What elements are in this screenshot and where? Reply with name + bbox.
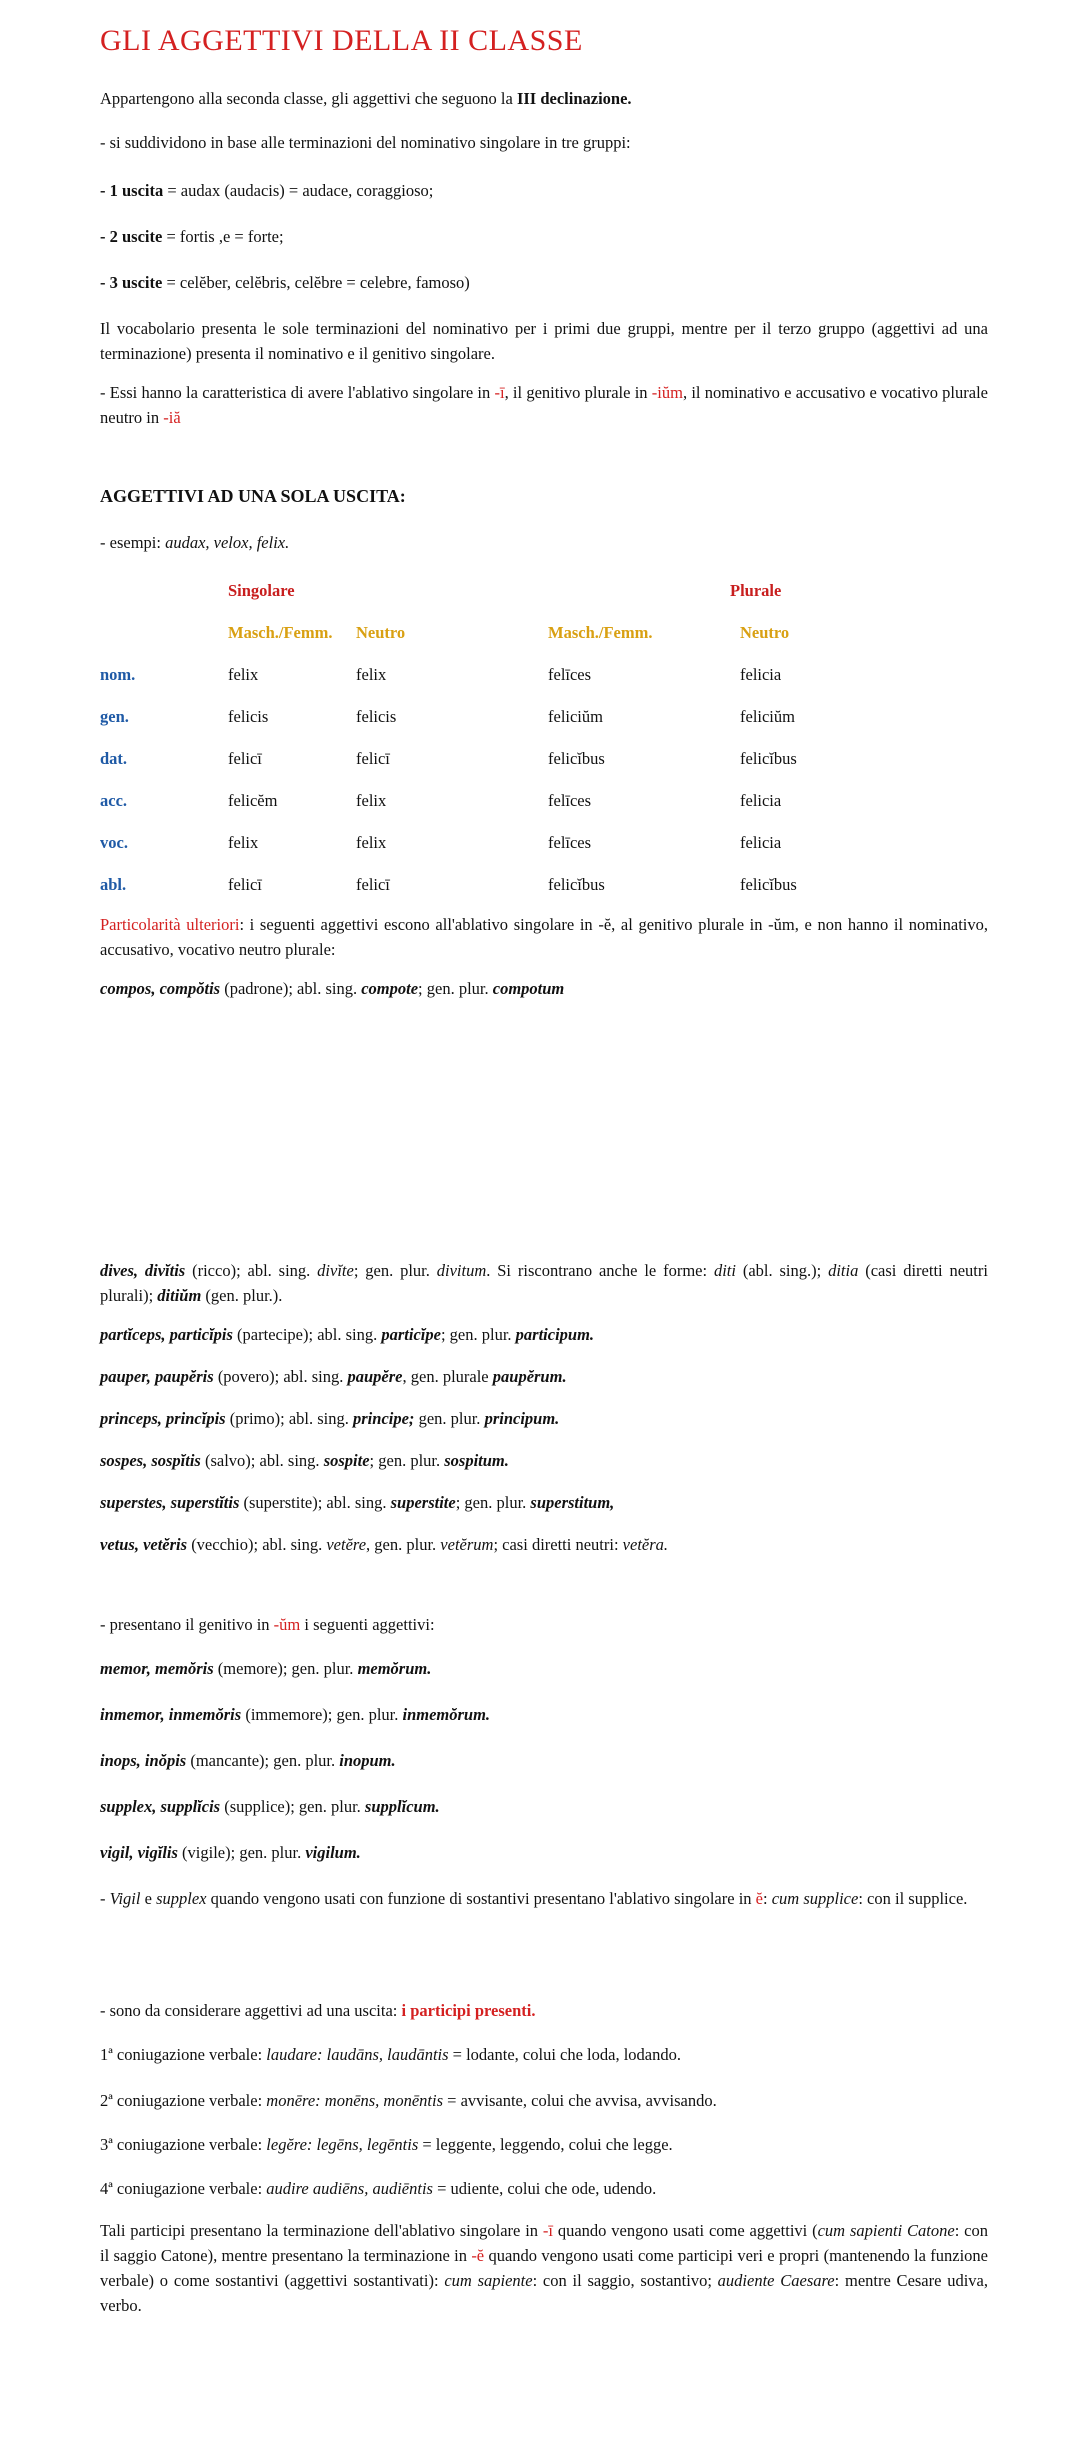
latin-word: superstite xyxy=(390,1493,456,1512)
vigil-note-paragraph xyxy=(100,1886,988,1911)
gloss-text: ; gen. plur. xyxy=(455,1493,531,1512)
intro-paragraph xyxy=(100,86,988,111)
table-cell: felicī xyxy=(228,749,262,768)
table-cell: felīces xyxy=(548,791,592,810)
subheader-cell: Masch./Femm. xyxy=(228,623,333,642)
table-cell: felicī xyxy=(356,875,390,894)
latin-word: supplex, supplĭcis xyxy=(100,1797,221,1816)
gloss-text: Tali participi presentano la terminazione dell'ablativo singolare in xyxy=(100,2221,543,2240)
singular-header: Singolare xyxy=(228,581,295,600)
vetus-line xyxy=(100,1532,988,1557)
gloss-text: . Si riscontrano anche le forme: xyxy=(486,1261,714,1280)
intro-text: Appartengono alla seconda classe, gli aggettivi che seguono la xyxy=(100,89,517,108)
latin-word: divĭte xyxy=(317,1261,354,1280)
latin-word: cum sapienti Catone xyxy=(817,2221,955,2240)
latin-word: vigilum. xyxy=(305,1843,361,1862)
dives-paragraph xyxy=(100,1258,988,1308)
memor-line xyxy=(100,1656,988,1681)
particular-text: : i seguenti aggettivi escono all'ablativo singolare in -ĕ, al genitivo plurale in -ŭm, e non hanno il nominativo, accusativo, vocativo neutro plurale: xyxy=(100,915,988,959)
latin-word: compote xyxy=(361,979,419,998)
latin-word: dives, divĭtis xyxy=(100,1261,186,1280)
latin-word: particĭpe xyxy=(381,1325,441,1344)
gloss-text: ; gen. plur. xyxy=(418,979,493,998)
table-cell: felix xyxy=(228,833,259,852)
vigil-line xyxy=(100,1840,988,1865)
latin-word: ditiŭm xyxy=(157,1286,202,1305)
table-cell: felicia xyxy=(740,665,782,684)
gloss-text: 2ª coniugazione verbale: xyxy=(100,2091,267,2110)
pauper-line xyxy=(100,1364,988,1389)
latin-word: principe; xyxy=(353,1409,415,1428)
vocabulary-paragraph: Il vocabolario presenta le sole terminazioni del nominativo per i primi due gruppi, mentre per il terzo gruppo (aggettivi ad una terminazione) presenta il nominativo e il genitivo singolare. xyxy=(100,319,988,363)
superstes-line xyxy=(100,1490,988,1515)
table-cell: felicis xyxy=(228,707,269,726)
latin-word: divitum xyxy=(436,1261,487,1280)
subheader-cell: Neutro xyxy=(356,623,406,642)
latin-word: vetus, vetĕris xyxy=(100,1535,188,1554)
latin-word: diti xyxy=(713,1261,736,1280)
examples-words: audax, velox, felix. xyxy=(165,533,290,552)
table-cell: felicī xyxy=(228,875,262,894)
latin-word: vetĕrum xyxy=(440,1535,494,1554)
group-1-line xyxy=(100,178,988,203)
latin-word: superstes, superstĭtis xyxy=(100,1493,240,1512)
table-cell: felix xyxy=(228,665,259,684)
inmemor-line xyxy=(100,1702,988,1727)
gloss-text: (gen. plur.). xyxy=(201,1286,283,1305)
gloss-text: (mancante); gen. plur. xyxy=(186,1751,340,1770)
gloss-text: ; gen. plur. xyxy=(440,1325,516,1344)
participles-highlight: i participi presenti. xyxy=(401,2001,536,2020)
table-cell: felicĕm xyxy=(228,791,278,810)
case-label: gen. xyxy=(100,707,129,726)
gloss-text: gen. plur. xyxy=(414,1409,485,1428)
compos-line xyxy=(100,976,988,1001)
latin-word: supplex xyxy=(156,1889,207,1908)
gloss-text: (supplice); gen. plur. xyxy=(220,1797,365,1816)
table-cell: feliciŭm xyxy=(548,707,603,726)
ending-um: -ŭm xyxy=(273,1615,301,1634)
intro-bold: III declinazione. xyxy=(516,89,632,108)
gloss-text: (superstite); abl. sing. xyxy=(239,1493,391,1512)
conjugation-4-line xyxy=(100,2176,988,2201)
gloss-text: (casi diretti neutri plurali); xyxy=(100,1261,988,1305)
latin-word: memŏrum. xyxy=(357,1659,432,1678)
case-label: voc. xyxy=(100,833,128,852)
examples-label: - esempi: xyxy=(100,533,166,552)
table-row xyxy=(100,864,920,906)
gloss-text: , gen. plurale xyxy=(402,1367,493,1386)
latin-word: cum supplice xyxy=(771,1889,859,1908)
particular-paragraph xyxy=(100,912,988,962)
table-row xyxy=(100,738,920,780)
case-label: nom. xyxy=(100,665,136,684)
latin-word: inops, inŏpis xyxy=(100,1751,187,1770)
table-cell: felicĭbus xyxy=(548,749,605,768)
gloss-text: (abl. sing.); xyxy=(735,1261,829,1280)
gloss-text: - presentano il genitivo in xyxy=(100,1615,274,1634)
gloss-text: (salvo); abl. sing. xyxy=(200,1451,324,1470)
gloss-text: : con il supplice. xyxy=(858,1889,968,1908)
gloss-text: = avvisante, colui che avvisa, avvisando. xyxy=(443,2091,717,2110)
case-label: dat. xyxy=(100,749,128,768)
gloss-text: 1ª coniugazione verbale: xyxy=(100,2045,267,2064)
table-row xyxy=(100,696,920,738)
table-cell: felicis xyxy=(356,707,397,726)
latin-word: princeps, princĭpis xyxy=(100,1409,226,1428)
gloss-text: - sono da considerare aggettivi ad una uscita: xyxy=(100,2001,402,2020)
section-title-one-ending: AGGETTIVI AD UNA SOLA USCITA: xyxy=(100,486,406,506)
latin-word: supplĭcum. xyxy=(364,1797,440,1816)
gloss-text: quando vengono usati come participi veri e propri (mantenendo la funzione verbale) o come sostantivi (aggettivi sostantivati): xyxy=(100,2246,988,2290)
gloss-text: = udiente, colui che ode, udendo. xyxy=(432,2179,657,2198)
group-2-text: = fortis ,e = forte; xyxy=(162,227,284,246)
group-2-line xyxy=(100,224,988,249)
gloss-text: (padrone); abl. sing. xyxy=(220,979,362,998)
latin-word: vigil, vigĭlis xyxy=(100,1843,178,1862)
particular-label: Particolarità ulteriori xyxy=(100,915,240,934)
gloss-text: (immemore); gen. plur. xyxy=(241,1705,403,1724)
table-row xyxy=(100,780,920,822)
case-label: abl. xyxy=(100,875,127,894)
latin-word: memor, memŏris xyxy=(100,1659,214,1678)
latin-word: participum. xyxy=(515,1325,595,1344)
latin-word: paupĕrum. xyxy=(492,1367,567,1386)
conjugation-3-line xyxy=(100,2132,988,2157)
latin-word: superstitum, xyxy=(530,1493,615,1512)
latin-word: audire audiēns, audiēntis xyxy=(266,2179,433,2198)
latin-word: paupĕre xyxy=(347,1367,403,1386)
subheader-cell: Masch./Femm. xyxy=(548,623,653,642)
group-1-label: - 1 uscita xyxy=(100,181,164,200)
latin-word: principum. xyxy=(484,1409,560,1428)
table-row xyxy=(100,822,920,864)
table-cell: felicia xyxy=(740,791,782,810)
table-cell: felicī xyxy=(356,749,390,768)
subheader-cell: Neutro xyxy=(740,623,790,642)
ending-i: -ī xyxy=(494,383,505,402)
characteristic-text-b: , il genitivo plurale in xyxy=(504,383,652,402)
latin-word: inopum. xyxy=(339,1751,396,1770)
gloss-text: = lodante, colui che loda, lodando. xyxy=(448,2045,681,2064)
sospes-line xyxy=(100,1448,988,1473)
gloss-text: (memore); gen. plur. xyxy=(213,1659,358,1678)
table-cell: felīces xyxy=(548,833,592,852)
gloss-text: : mentre Cesare udiva, verbo. xyxy=(100,2271,988,2315)
table-cell: felicĭbus xyxy=(740,875,797,894)
characteristic-text-a: - Essi hanno la caratteristica di avere l'ablativo singolare in xyxy=(100,383,495,402)
gloss-text: = leggente, leggendo, colui che legge. xyxy=(418,2135,673,2154)
gloss-text: ; gen. plur. xyxy=(369,1451,445,1470)
characteristic-text-c: , il nominativo e accusativo e vocativo plurale neutro in xyxy=(100,383,988,427)
table-cell: felicĭbus xyxy=(548,875,605,894)
table-cell: felix xyxy=(356,791,387,810)
conjugation-1-line xyxy=(100,2042,988,2067)
latin-word: vetĕre xyxy=(326,1535,367,1554)
ending-i: -ī xyxy=(542,2221,553,2240)
latin-word: monēre: monēns, monēntis xyxy=(266,2091,444,2110)
page-title: GLI AGGETTIVI DELLA II CLASSE xyxy=(100,24,583,57)
gloss-text: : xyxy=(763,1889,772,1908)
group-3-label: - 3 uscite xyxy=(100,273,163,292)
final-paragraph xyxy=(100,2218,988,2318)
declension-table xyxy=(100,570,920,906)
latin-word: sospite xyxy=(323,1451,370,1470)
latin-word: audiente Caesare xyxy=(717,2271,835,2290)
latin-word: inmemor, inmemŏris xyxy=(100,1705,242,1724)
gloss-text: ; gen. plur. xyxy=(353,1261,437,1280)
gloss-text: quando vengono usati con funzione di sostantivi presentano l'ablativo singolare in xyxy=(206,1889,756,1908)
examples-line xyxy=(100,530,988,555)
table-cell: felix xyxy=(356,833,387,852)
group-3-text: = celĕber, celĕbris, celĕbre = celebre, famoso) xyxy=(162,273,470,292)
latin-word: ditia xyxy=(828,1261,859,1280)
latin-word: compotum xyxy=(492,979,565,998)
latin-word: sospitum. xyxy=(444,1451,509,1470)
ending-e: ĕ xyxy=(755,1889,763,1908)
latin-word: partĭceps, particĭpis xyxy=(100,1325,233,1344)
table-header-row xyxy=(100,570,920,612)
group-3-line xyxy=(100,270,988,295)
latin-word: laudare: laudāns, laudāntis xyxy=(266,2045,449,2064)
gloss-text: ; casi diretti neutri: xyxy=(493,1535,623,1554)
ending-ia: -iă xyxy=(163,408,181,427)
princeps-line xyxy=(100,1406,988,1431)
gloss-text: i seguenti aggettivi: xyxy=(300,1615,435,1634)
gloss-text: : con il saggio, sostantivo; xyxy=(532,2271,718,2290)
gloss-text: , gen. plur. xyxy=(366,1535,441,1554)
genitive-um-line xyxy=(100,1612,988,1637)
latin-word: vetĕra. xyxy=(622,1535,669,1554)
table-cell: felicĭbus xyxy=(740,749,797,768)
latin-word: legĕre: legēns, legēntis xyxy=(266,2135,419,2154)
gloss-text: quando vengono usati come aggettivi ( xyxy=(552,2221,818,2240)
gloss-text: (partecipe); abl. sing. xyxy=(232,1325,382,1344)
characteristic-paragraph xyxy=(100,380,988,430)
table-row xyxy=(100,654,920,696)
particeps-line xyxy=(100,1322,988,1347)
plural-header: Plurale xyxy=(730,581,782,600)
group-2-label: - 2 uscite xyxy=(100,227,163,246)
latin-word: sospes, sospĭtis xyxy=(100,1451,201,1470)
supplex-line xyxy=(100,1794,988,1819)
gloss-text: e xyxy=(140,1889,157,1908)
latin-word: compos, compŏtis xyxy=(100,979,221,998)
latin-word: pauper, paupĕris xyxy=(100,1367,214,1386)
conjugation-2-line xyxy=(100,2088,988,2113)
inops-line xyxy=(100,1748,988,1773)
gloss-text: (vecchio); abl. sing. xyxy=(187,1535,327,1554)
table-cell: feliciŭm xyxy=(740,707,795,726)
ending-e: -ĕ xyxy=(471,2246,485,2265)
gloss-text: (ricco); abl. sing. xyxy=(185,1261,318,1280)
latin-word: - Vigil xyxy=(100,1889,141,1908)
groups-line: - si suddividono in base alle terminazioni del nominativo singolare in tre gruppi: xyxy=(100,133,631,152)
group-1-text: = audax (audacis) = audace, coraggioso; xyxy=(163,181,434,200)
gloss-text: (povero); abl. sing. xyxy=(213,1367,348,1386)
participles-line xyxy=(100,1998,988,2023)
latin-word: inmemŏrum. xyxy=(402,1705,491,1724)
table-cell: felix xyxy=(356,665,387,684)
table-cell: felīces xyxy=(548,665,592,684)
table-subheader-row xyxy=(100,612,920,654)
gloss-text: 3ª coniugazione verbale: xyxy=(100,2135,267,2154)
gloss-text: 4ª coniugazione verbale: xyxy=(100,2179,267,2198)
case-label: acc. xyxy=(100,791,128,810)
table-cell: felicia xyxy=(740,833,782,852)
ending-ium: -iŭm xyxy=(651,383,683,402)
gloss-text: (primo); abl. sing. xyxy=(225,1409,354,1428)
gloss-text: (vigile); gen. plur. xyxy=(177,1843,306,1862)
latin-word: cum sapiente xyxy=(444,2271,533,2290)
gloss-text: : con il saggio Catone), mentre presentano la terminazione in xyxy=(100,2221,988,2265)
